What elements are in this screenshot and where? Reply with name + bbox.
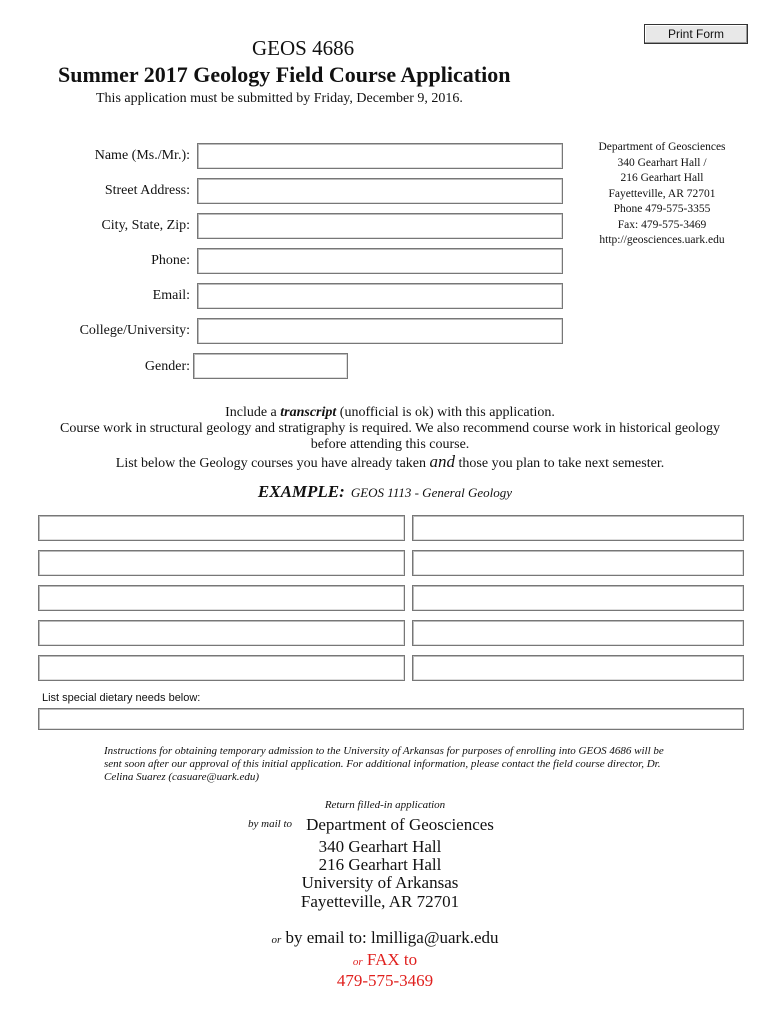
name-label: Name (Ms./Mr.): (94, 148, 190, 163)
street-address-field[interactable] (197, 178, 563, 204)
gender-label: Gender: (144, 359, 190, 374)
department-contact (574, 140, 750, 249)
course-list-instruction: List below the Geology courses you have already taken and those you plan to take next semester. (115, 452, 665, 471)
deadline-note: This application must be submitted by Friday, December 9, 2016. (96, 91, 463, 106)
page-title: Summer 2017 Geology Field Course Application (58, 62, 511, 87)
name-field[interactable] (197, 143, 563, 169)
course-field[interactable] (412, 585, 744, 611)
phone-field[interactable] (197, 248, 563, 274)
course-field[interactable] (412, 655, 744, 681)
fax-label: FAX to (366, 950, 418, 969)
course-field[interactable] (38, 655, 405, 681)
mail-address-line: 216 Gearhart Hall (318, 855, 442, 874)
email-label: Email: (152, 288, 190, 303)
course-field[interactable] (38, 515, 405, 541)
dept-line: 216 Gearhart Hall (620, 172, 704, 184)
college-label: College/University: (79, 323, 190, 338)
course-code: GEOS 4686 (252, 36, 355, 60)
or-label: or (352, 956, 363, 968)
dept-website: http://geosciences.uark.edu (599, 234, 725, 246)
email-return-line (0, 928, 770, 948)
print-form-button[interactable]: Print Form (644, 24, 748, 44)
dietary-field[interactable] (38, 708, 744, 730)
by-mail-label: by mail to (248, 818, 292, 830)
fax-line (0, 950, 770, 970)
college-field[interactable] (197, 318, 563, 344)
mail-address-line: University of Arkansas (301, 873, 459, 892)
coursework-instruction: Course work in structural geology and stratigraphy is required. We also recommend course work in historical geology before attending this course. (60, 421, 720, 452)
course-field[interactable] (38, 550, 405, 576)
dietary-label: List special dietary needs below: (42, 692, 201, 704)
example-value: GEOS 1113 - General Geology (350, 485, 513, 500)
dept-line: Fax: 479-575-3469 (617, 218, 707, 231)
dept-line: Fayetteville, AR 72701 (608, 187, 716, 200)
dept-line: 340 Gearhart Hall / (617, 156, 707, 169)
transcript-instruction: Include a transcript (unofficial is ok) with this application. (225, 405, 555, 420)
transcript-emphasis: transcript (280, 405, 337, 420)
return-note: Return filled-in application (324, 799, 446, 811)
course-field[interactable] (412, 620, 744, 646)
dept-line: Phone 479-575-3355 (613, 203, 711, 215)
city-state-zip-label: City, State, Zip: (101, 218, 190, 233)
mail-address-line: Fayetteville, AR 72701 (300, 892, 460, 911)
course-field[interactable] (412, 550, 744, 576)
admission-notes: Instructions for obtaining temporary admission to the University of Arkansas for purposes of enrolling into GEOS 4686 will be sent soon after our approval of this initial application. For additional information, please contact the field course director, Dr. Celina Suarez (casuare@uark.edu) (104, 745, 664, 783)
email-field[interactable] (197, 283, 563, 309)
example-line (0, 482, 770, 502)
mail-address-line: Department of Geosciences (306, 815, 494, 834)
and-emphasis: and (429, 452, 456, 471)
course-field[interactable] (38, 585, 405, 611)
phone-label: Phone: (151, 253, 190, 268)
example-label: EXAMPLE: (257, 482, 345, 501)
dept-line: Department of Geosciences (598, 141, 726, 153)
mail-address-line: 340 Gearhart Hall (318, 837, 442, 856)
or-label: or (271, 934, 282, 946)
city-state-zip-field[interactable] (197, 213, 563, 239)
email-return: by email to: lmilliga@uark.edu (285, 928, 499, 947)
course-field[interactable] (38, 620, 405, 646)
course-field[interactable] (412, 515, 744, 541)
fax-number: 479-575-3469 (336, 971, 434, 990)
street-address-label: Street Address: (104, 183, 190, 198)
gender-field[interactable] (193, 353, 348, 379)
